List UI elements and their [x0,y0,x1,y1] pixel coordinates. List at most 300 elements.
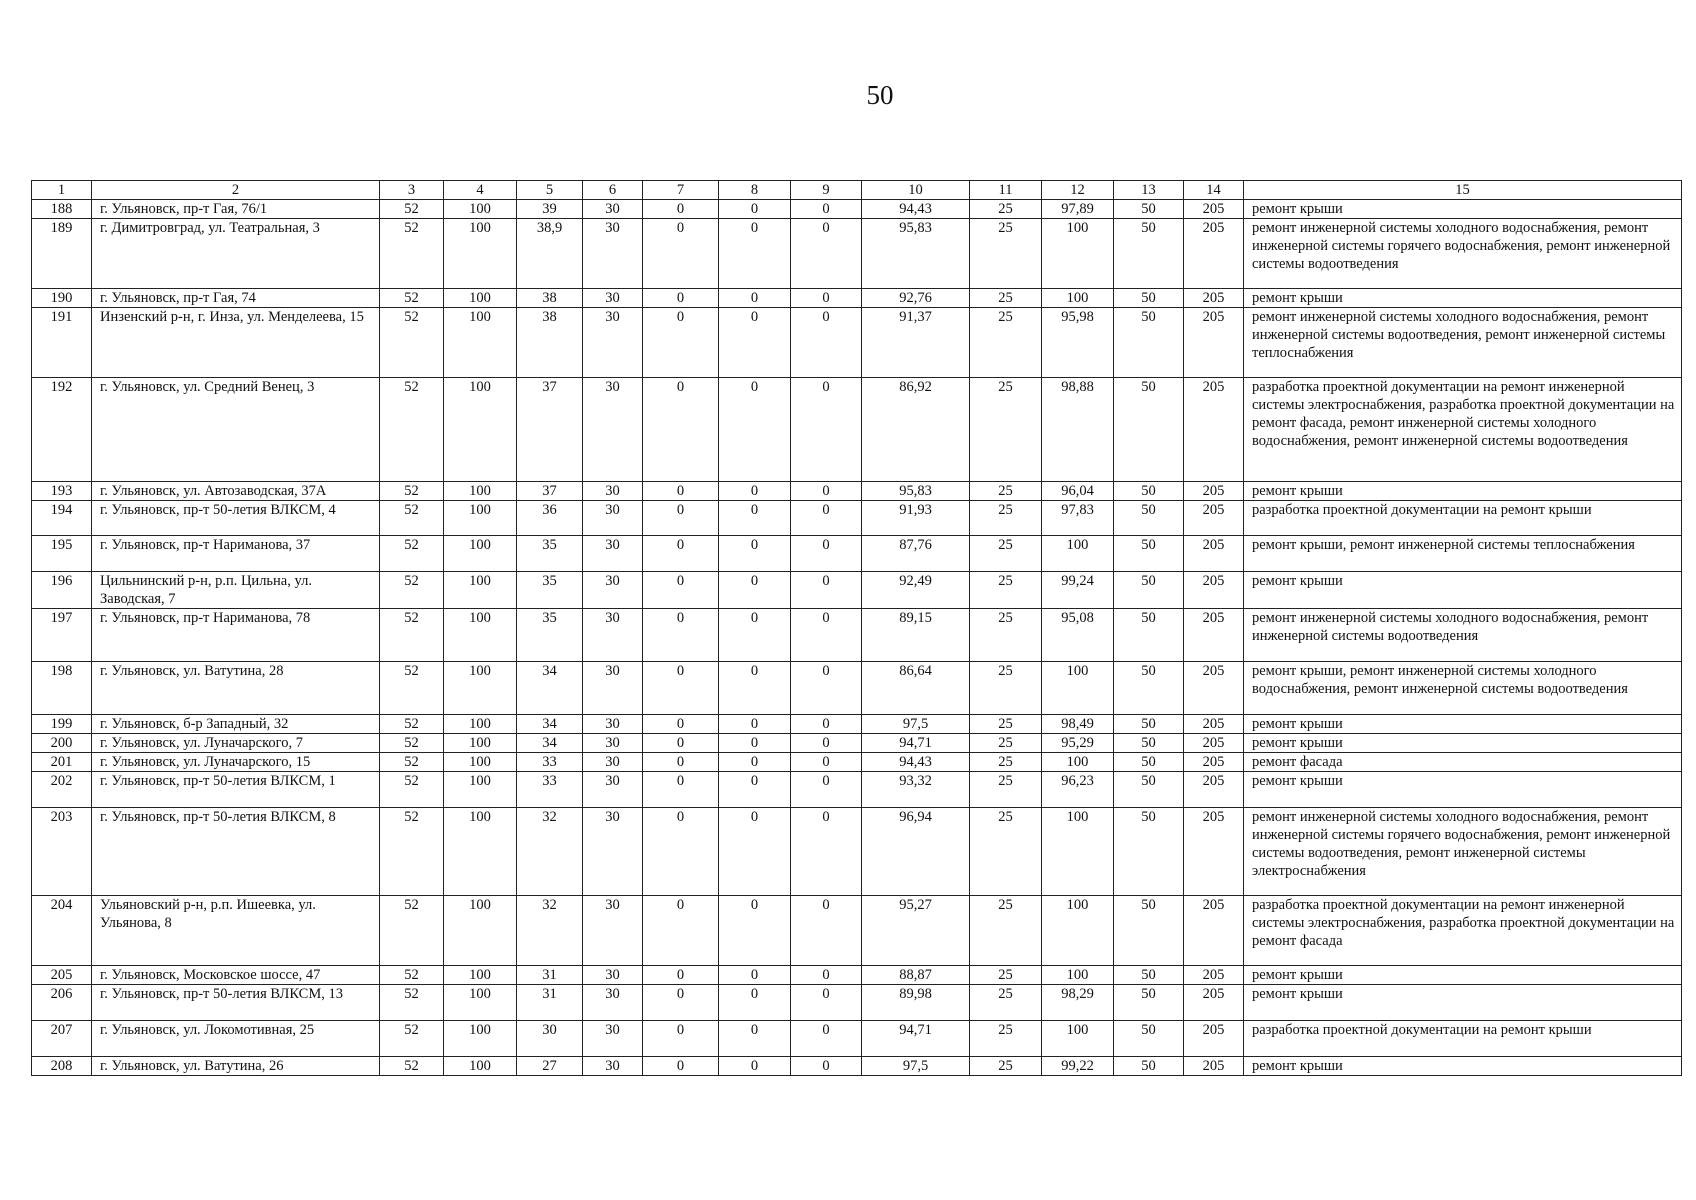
cell-col-3: 52 [380,572,444,609]
cell-row-number: 193 [32,482,92,501]
cell-col-7: 0 [643,289,719,308]
cell-col-10: 92,49 [862,572,970,609]
cell-col-3: 52 [380,985,444,1021]
cell-col-10: 86,92 [862,378,970,482]
cell-col-9: 0 [791,289,862,308]
table-row [32,772,1682,808]
cell-col-4: 100 [444,772,517,808]
cell-col-14: 205 [1184,772,1244,808]
cell-col-5: 27 [517,1057,583,1076]
cell-col-10: 88,87 [862,966,970,985]
cell-address: г. Ульяновск, ул. Ватутина, 28 [92,662,380,715]
column-header-14: 14 [1184,181,1244,200]
table-row [32,985,1682,1021]
cell-col-10: 87,76 [862,536,970,572]
cell-col-5: 32 [517,896,583,966]
cell-work-description: ремонт крыши [1244,966,1682,985]
cell-col-3: 52 [380,734,444,753]
table-row [32,753,1682,772]
cell-col-6: 30 [583,536,643,572]
cell-col-10: 86,64 [862,662,970,715]
cell-col-14: 205 [1184,1057,1244,1076]
cell-row-number: 196 [32,572,92,609]
cell-work-description: ремонт крыши, ремонт инженерной системы холодного водоснабжения, ремонт инженерной системы водоотведения [1244,662,1682,715]
cell-col-14: 205 [1184,482,1244,501]
cell-col-12: 98,49 [1042,715,1114,734]
cell-col-11: 25 [970,734,1042,753]
cell-col-4: 100 [444,482,517,501]
cell-col-12: 96,23 [1042,772,1114,808]
cell-col-8: 0 [719,715,791,734]
table-row [32,501,1682,536]
cell-work-description: ремонт крыши [1244,482,1682,501]
cell-col-13: 50 [1114,219,1184,289]
cell-row-number: 195 [32,536,92,572]
cell-col-6: 30 [583,753,643,772]
cell-col-3: 52 [380,289,444,308]
cell-col-6: 30 [583,715,643,734]
cell-col-10: 97,5 [862,1057,970,1076]
cell-col-11: 25 [970,308,1042,378]
cell-col-6: 30 [583,772,643,808]
cell-col-9: 0 [791,966,862,985]
cell-col-5: 38,9 [517,219,583,289]
cell-col-3: 52 [380,966,444,985]
cell-col-6: 30 [583,734,643,753]
cell-col-10: 96,94 [862,808,970,896]
cell-col-4: 100 [444,1057,517,1076]
cell-work-description: ремонт крыши, ремонт инженерной системы теплоснабжения [1244,536,1682,572]
page-number: 50 [866,80,894,110]
cell-col-3: 52 [380,808,444,896]
table-row [32,219,1682,289]
cell-col-6: 30 [583,200,643,219]
cell-col-8: 0 [719,609,791,662]
table-row [32,200,1682,219]
cell-col-10: 94,43 [862,753,970,772]
cell-address: г. Ульяновск, пр-т 50-летия ВЛКСМ, 1 [92,772,380,808]
cell-col-11: 25 [970,378,1042,482]
cell-col-5: 39 [517,200,583,219]
cell-col-11: 25 [970,966,1042,985]
cell-col-12: 100 [1042,896,1114,966]
column-header-4: 4 [444,181,517,200]
cell-col-8: 0 [719,753,791,772]
cell-col-8: 0 [719,219,791,289]
cell-col-14: 205 [1184,966,1244,985]
cell-address: г. Ульяновск, пр-т 50-летия ВЛКСМ, 13 [92,985,380,1021]
cell-row-number: 208 [32,1057,92,1076]
cell-col-14: 205 [1184,378,1244,482]
cell-col-3: 52 [380,715,444,734]
cell-work-description: ремонт крыши [1244,734,1682,753]
cell-work-description: ремонт крыши [1244,715,1682,734]
cell-col-7: 0 [643,808,719,896]
table-row [32,378,1682,482]
cell-col-9: 0 [791,308,862,378]
cell-col-9: 0 [791,808,862,896]
cell-col-11: 25 [970,1021,1042,1057]
cell-col-5: 37 [517,482,583,501]
cell-col-7: 0 [643,1021,719,1057]
cell-col-7: 0 [643,966,719,985]
cell-col-12: 100 [1042,753,1114,772]
cell-col-13: 50 [1114,966,1184,985]
cell-col-13: 50 [1114,482,1184,501]
cell-address: г. Ульяновск, б-р Западный, 32 [92,715,380,734]
cell-col-8: 0 [719,1057,791,1076]
cell-work-description: разработка проектной документации на ремонт крыши [1244,1021,1682,1057]
cell-col-8: 0 [719,200,791,219]
cell-col-6: 30 [583,289,643,308]
cell-col-3: 52 [380,536,444,572]
cell-col-12: 97,89 [1042,200,1114,219]
column-header-10: 10 [862,181,970,200]
cell-col-11: 25 [970,200,1042,219]
cell-col-8: 0 [719,482,791,501]
cell-address: Цильнинский р-н, р.п. Цильна, ул. Заводская, 7 [92,572,380,609]
cell-row-number: 207 [32,1021,92,1057]
cell-col-10: 92,76 [862,289,970,308]
cell-col-5: 33 [517,772,583,808]
cell-col-6: 30 [583,985,643,1021]
cell-col-4: 100 [444,808,517,896]
cell-address: г. Ульяновск, ул. Луначарского, 7 [92,734,380,753]
cell-address: г. Ульяновск, ул. Ватутина, 26 [92,1057,380,1076]
cell-col-5: 38 [517,289,583,308]
cell-col-13: 50 [1114,289,1184,308]
cell-col-10: 89,15 [862,609,970,662]
cell-col-4: 100 [444,378,517,482]
cell-col-4: 100 [444,966,517,985]
cell-address: г. Ульяновск, пр-т Гая, 74 [92,289,380,308]
cell-col-3: 52 [380,609,444,662]
cell-col-13: 50 [1114,501,1184,536]
cell-col-11: 25 [970,289,1042,308]
cell-col-9: 0 [791,772,862,808]
cell-col-6: 30 [583,896,643,966]
cell-col-8: 0 [719,572,791,609]
table-row [32,1057,1682,1076]
cell-row-number: 198 [32,662,92,715]
cell-col-7: 0 [643,609,719,662]
cell-col-3: 52 [380,896,444,966]
cell-row-number: 192 [32,378,92,482]
cell-col-13: 50 [1114,200,1184,219]
cell-col-13: 50 [1114,715,1184,734]
column-header-3: 3 [380,181,444,200]
cell-col-4: 100 [444,753,517,772]
cell-col-14: 205 [1184,808,1244,896]
cell-col-12: 100 [1042,219,1114,289]
cell-col-9: 0 [791,753,862,772]
cell-col-4: 100 [444,1021,517,1057]
cell-col-8: 0 [719,662,791,715]
cell-col-7: 0 [643,985,719,1021]
cell-address: г. Ульяновск, пр-т Нариманова, 78 [92,609,380,662]
cell-col-7: 0 [643,662,719,715]
cell-col-5: 33 [517,753,583,772]
cell-col-13: 50 [1114,609,1184,662]
cell-col-9: 0 [791,572,862,609]
cell-col-13: 50 [1114,734,1184,753]
cell-col-9: 0 [791,200,862,219]
cell-col-13: 50 [1114,896,1184,966]
cell-col-13: 50 [1114,1057,1184,1076]
cell-col-13: 50 [1114,753,1184,772]
cell-col-6: 30 [583,609,643,662]
cell-col-4: 100 [444,536,517,572]
cell-col-3: 52 [380,1021,444,1057]
cell-address: г. Ульяновск, пр-т 50-летия ВЛКСМ, 8 [92,808,380,896]
cell-col-10: 95,83 [862,219,970,289]
cell-col-3: 52 [380,501,444,536]
cell-col-4: 100 [444,609,517,662]
column-header-13: 13 [1114,181,1184,200]
cell-col-14: 205 [1184,609,1244,662]
cell-col-5: 36 [517,501,583,536]
cell-work-description: ремонт крыши [1244,1057,1682,1076]
cell-col-14: 205 [1184,219,1244,289]
column-header-8: 8 [719,181,791,200]
cell-col-11: 25 [970,985,1042,1021]
cell-col-14: 205 [1184,985,1244,1021]
cell-col-14: 205 [1184,753,1244,772]
cell-col-14: 205 [1184,715,1244,734]
cell-col-12: 100 [1042,289,1114,308]
cell-col-9: 0 [791,482,862,501]
cell-col-4: 100 [444,662,517,715]
table-row [32,536,1682,572]
cell-col-14: 205 [1184,1021,1244,1057]
cell-col-6: 30 [583,808,643,896]
column-header-15: 15 [1244,181,1682,200]
cell-col-6: 30 [583,501,643,536]
cell-col-3: 52 [380,200,444,219]
cell-col-7: 0 [643,753,719,772]
cell-col-11: 25 [970,536,1042,572]
cell-col-8: 0 [719,966,791,985]
cell-col-13: 50 [1114,772,1184,808]
table-row [32,289,1682,308]
cell-col-5: 37 [517,378,583,482]
cell-col-11: 25 [970,609,1042,662]
cell-col-13: 50 [1114,662,1184,715]
cell-address: г. Ульяновск, Московское шоссе, 47 [92,966,380,985]
cell-row-number: 199 [32,715,92,734]
cell-col-14: 205 [1184,572,1244,609]
cell-col-13: 50 [1114,572,1184,609]
cell-col-11: 25 [970,572,1042,609]
cell-col-4: 100 [444,572,517,609]
cell-col-4: 100 [444,715,517,734]
cell-col-5: 35 [517,609,583,662]
column-header-1: 1 [32,181,92,200]
cell-col-8: 0 [719,501,791,536]
repair-program-table [31,180,1682,1076]
table-row [32,572,1682,609]
cell-col-13: 50 [1114,536,1184,572]
cell-col-8: 0 [719,1021,791,1057]
cell-work-description: ремонт инженерной системы холодного водоснабжения, ремонт инженерной системы водоотведения [1244,609,1682,662]
cell-col-6: 30 [583,378,643,482]
cell-col-11: 25 [970,715,1042,734]
cell-col-10: 94,71 [862,1021,970,1057]
cell-col-14: 205 [1184,308,1244,378]
cell-work-description: ремонт крыши [1244,572,1682,609]
cell-col-11: 25 [970,482,1042,501]
table-row [32,715,1682,734]
cell-address: г. Ульяновск, ул. Локомотивная, 25 [92,1021,380,1057]
cell-col-10: 93,32 [862,772,970,808]
cell-row-number: 204 [32,896,92,966]
cell-col-5: 38 [517,308,583,378]
cell-col-8: 0 [719,289,791,308]
cell-col-7: 0 [643,734,719,753]
cell-col-11: 25 [970,662,1042,715]
cell-col-9: 0 [791,896,862,966]
cell-col-5: 35 [517,536,583,572]
cell-col-7: 0 [643,772,719,808]
cell-col-10: 94,71 [862,734,970,753]
cell-col-12: 98,29 [1042,985,1114,1021]
cell-col-11: 25 [970,1057,1042,1076]
cell-col-14: 205 [1184,200,1244,219]
cell-work-description: ремонт крыши [1244,772,1682,808]
cell-address: г. Ульяновск, пр-т 50-летия ВЛКСМ, 4 [92,501,380,536]
cell-col-8: 0 [719,378,791,482]
cell-col-9: 0 [791,985,862,1021]
cell-col-4: 100 [444,289,517,308]
cell-address: г. Ульяновск, ул. Луначарского, 15 [92,753,380,772]
cell-col-4: 100 [444,734,517,753]
cell-col-7: 0 [643,536,719,572]
cell-col-10: 95,83 [862,482,970,501]
cell-col-7: 0 [643,1057,719,1076]
cell-col-13: 50 [1114,808,1184,896]
cell-address: г. Ульяновск, ул. Средний Венец, 3 [92,378,380,482]
cell-col-14: 205 [1184,501,1244,536]
cell-col-11: 25 [970,753,1042,772]
cell-col-7: 0 [643,482,719,501]
cell-col-4: 100 [444,219,517,289]
cell-work-description: ремонт инженерной системы холодного водоснабжения, ремонт инженерной системы горячего водоснабжения, ремонт инженерной системы водоотведения [1244,219,1682,289]
cell-col-8: 0 [719,896,791,966]
cell-col-12: 95,98 [1042,308,1114,378]
cell-col-9: 0 [791,501,862,536]
table-row [32,482,1682,501]
column-header-11: 11 [970,181,1042,200]
cell-work-description: разработка проектной документации на ремонт крыши [1244,501,1682,536]
cell-col-6: 30 [583,572,643,609]
cell-address: Ульяновский р-н, р.п. Ишеевка, ул. Ульянова, 8 [92,896,380,966]
cell-col-10: 91,37 [862,308,970,378]
cell-col-5: 30 [517,1021,583,1057]
cell-col-13: 50 [1114,308,1184,378]
cell-col-12: 96,04 [1042,482,1114,501]
cell-col-3: 52 [380,772,444,808]
cell-address: г. Ульяновск, ул. Автозаводская, 37А [92,482,380,501]
cell-col-12: 100 [1042,1021,1114,1057]
cell-col-9: 0 [791,378,862,482]
table-row [32,308,1682,378]
cell-col-7: 0 [643,308,719,378]
cell-col-14: 205 [1184,734,1244,753]
cell-col-3: 52 [380,219,444,289]
cell-row-number: 202 [32,772,92,808]
cell-row-number: 197 [32,609,92,662]
cell-col-14: 205 [1184,536,1244,572]
cell-col-10: 89,98 [862,985,970,1021]
cell-col-8: 0 [719,808,791,896]
cell-col-11: 25 [970,501,1042,536]
cell-col-9: 0 [791,536,862,572]
cell-col-12: 100 [1042,662,1114,715]
table-row [32,1021,1682,1057]
cell-col-9: 0 [791,219,862,289]
column-header-5: 5 [517,181,583,200]
cell-col-5: 34 [517,734,583,753]
cell-col-9: 0 [791,662,862,715]
cell-col-12: 100 [1042,808,1114,896]
cell-row-number: 200 [32,734,92,753]
column-header-12: 12 [1042,181,1114,200]
column-header-7: 7 [643,181,719,200]
cell-row-number: 201 [32,753,92,772]
table-row [32,734,1682,753]
cell-col-5: 34 [517,662,583,715]
cell-col-11: 25 [970,772,1042,808]
cell-col-12: 98,88 [1042,378,1114,482]
cell-col-4: 100 [444,985,517,1021]
cell-col-8: 0 [719,536,791,572]
cell-col-3: 52 [380,482,444,501]
cell-col-14: 205 [1184,662,1244,715]
cell-col-6: 30 [583,308,643,378]
table-row [32,896,1682,966]
cell-row-number: 189 [32,219,92,289]
cell-col-8: 0 [719,985,791,1021]
cell-col-8: 0 [719,734,791,753]
cell-col-6: 30 [583,966,643,985]
cell-col-8: 0 [719,772,791,808]
cell-col-12: 97,83 [1042,501,1114,536]
cell-col-11: 25 [970,219,1042,289]
cell-col-5: 32 [517,808,583,896]
cell-col-4: 100 [444,501,517,536]
cell-address: г. Димитровград, ул. Театральная, 3 [92,219,380,289]
cell-col-11: 25 [970,896,1042,966]
cell-col-7: 0 [643,501,719,536]
cell-col-5: 31 [517,966,583,985]
cell-col-7: 0 [643,378,719,482]
cell-col-9: 0 [791,715,862,734]
cell-col-13: 50 [1114,378,1184,482]
cell-col-9: 0 [791,1057,862,1076]
cell-col-7: 0 [643,200,719,219]
cell-address: г. Ульяновск, пр-т Гая, 76/1 [92,200,380,219]
cell-col-6: 30 [583,482,643,501]
cell-col-4: 100 [444,200,517,219]
cell-col-10: 95,27 [862,896,970,966]
table-body [32,200,1682,1076]
cell-work-description: ремонт крыши [1244,289,1682,308]
cell-col-11: 25 [970,808,1042,896]
cell-work-description: ремонт фасада [1244,753,1682,772]
cell-col-5: 35 [517,572,583,609]
cell-row-number: 190 [32,289,92,308]
table-row [32,966,1682,985]
